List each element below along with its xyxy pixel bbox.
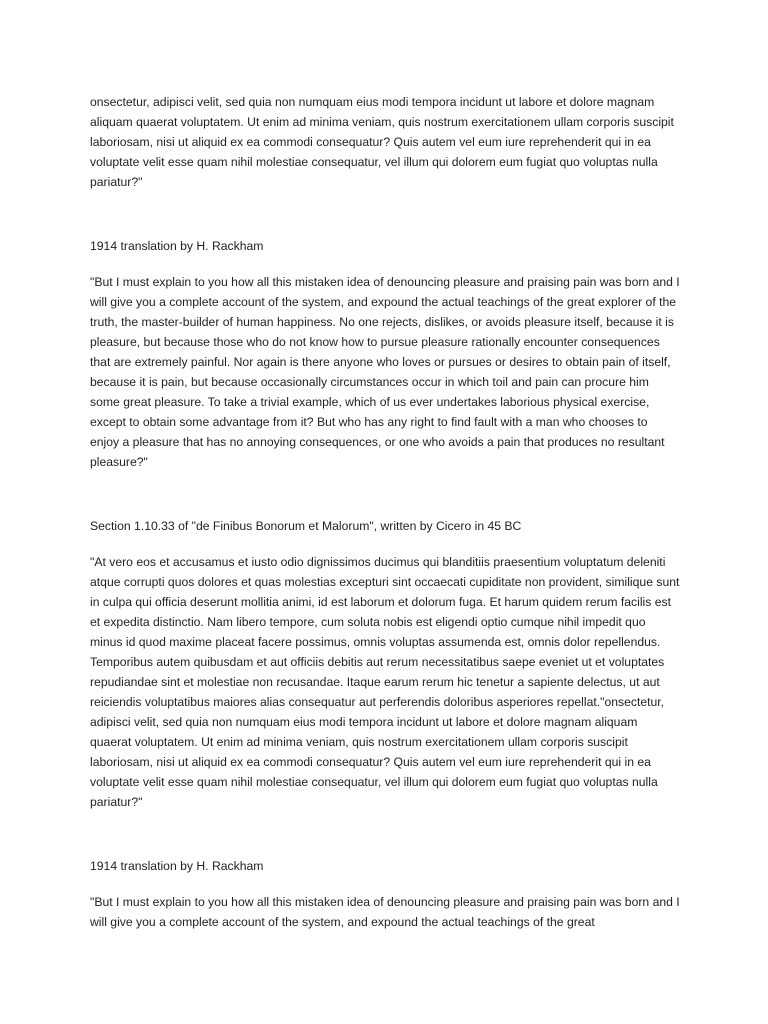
paragraph-at-vero-eos: "At vero eos et accusamus et iusto odio dignissimos ducimus qui blanditiis praesentium voluptatum deleniti atque corrupti quos dolores et quas molestias excepturi sint occaecati cupiditate non provident, similique sunt in culpa qui officia deserunt mollitia animi, id est laborum et dolorum fuga. Et harum quidem rerum facilis est et expedita distinctio. Nam libero tempore, cum soluta nobis est eligendi optio cumque nihil impedit quo minus id quod maxime placeat facere possimus, omnis voluptas assumenda est, omnis dolor repellendus. Temporibus autem quibusdam et aut officiis debitis aut rerum necessitatibus saepe eveniet ut et voluptates repudiandae sint et molestiae non recusandae. Itaque earum rerum hic tenetur a sapiente delectus, ut aut reiciendis voluptatibus maiores alias consequatur aut perferendis doloribus asperiores repellat."onsectetur, adipisci velit, sed quia non numquam eius modi tempora incidunt ut labore et dolore magnam aliquam quaerat voluptatem. Ut enim ad minima veniam, quis nostrum exercitationem ullam corporis suscipit laboriosam, nisi ut aliquid ex ea commodi consequatur? Quis autem vel eum iure reprehenderit qui in ea voluptate velit esse quam nihil molestiae consequatur, vel illum qui dolorem eum fugiat quo voluptas nulla pariatur?" — [90, 555, 680, 809]
heading-rackham-translation-2: 1914 translation by H. Rackham — [90, 859, 264, 873]
document-body — [90, 92, 680, 932]
heading-rackham-translation: 1914 translation by H. Rackham — [90, 239, 264, 253]
paragraph-rackham-translation: "But I must explain to you how all this mistaken idea of denouncing pleasure and praising pain was born and I will give you a complete account of the system, and expound the actual teachings of the great explorer of the truth, the master-builder of human happiness. No one rejects, dislikes, or avoids pleasure itself, because it is pleasure, but because those who do not know how to pursue pleasure rationally encounter consequences that are extremely painful. Nor again is there anyone who loves or pursues or desires to obtain pain of itself, because it is pain, but because occasionally circumstances occur in which toil and pain can procure him some great pleasure. To take a trivial example, which of us ever undertakes laborious physical exercise, except to obtain some advantage from it? But who has any right to find fault with a man who chooses to enjoy a pleasure that has no annoying consequences, or one who avoids a pain that produces no resultant pleasure?" — [90, 275, 680, 469]
paragraph-latin-ending: onsectetur, adipisci velit, sed quia non numquam eius modi tempora incidunt ut labore et dolore magnam aliquam quaerat voluptatem. Ut enim ad minima veniam, quis nostrum exercitationem ullam corporis suscipit laboriosam, nisi ut aliquid ex ea commodi consequatur? Quis autem vel eum iure reprehenderit qui in ea voluptate velit esse quam nihil molestiae consequatur, vel illum qui dolorem eum fugiat quo voluptas nulla pariatur?" — [90, 95, 674, 189]
heading-section-1-10-33: Section 1.10.33 of "de Finibus Bonorum et Malorum", written by Cicero in 45 BC — [90, 519, 522, 533]
paragraph-rackham-translation-partial: "But I must explain to you how all this mistaken idea of denouncing pleasure and praising pain was born and I will give you a complete account of the system, and expound the actual teachings of the great — [90, 895, 680, 929]
